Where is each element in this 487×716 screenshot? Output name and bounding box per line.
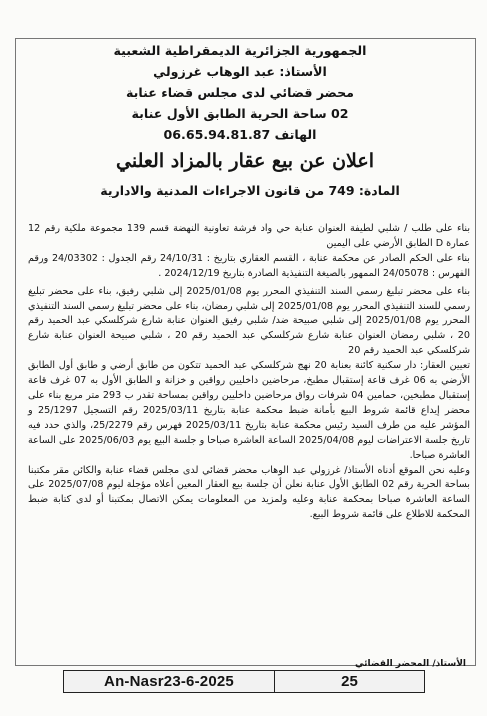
office-phone: الهاتف 06.65.94.81.87 (163, 127, 317, 142)
signature-line: الأستاذ/ المحضر القضائي (355, 659, 466, 669)
bailiff-title: محضر قضائي لدى مجلس قضاء عنابة (126, 85, 354, 100)
property-description-paragraph: تعيين العقار: دار سكنية كائنة بعنابة 20 نهج شركلسكي عبد الحميد تتكون من طابق أرضي و طابق أول الطابق الأرضي به 06 غرف قاعة إستقبال مطبخ، مرحاضين داخليين رواقين و خزانة و الطابق الأول به 07 غرف قاعة إستقبال مطبخين، حمامين 04 شرفات رواق مرحاضين داخليين رواقين بمساحة تقدر ب 293 متر مربع بناء على محضر إيداع قائمة شروط البيع بأمانة ضبط محكمة عنابة بتاريخ 2025/03/11 رقم التسجيل 25/1297 و المؤشر عليه من طرف السيد رئيس محكمة عنابة بتاريخ 2025/03/11 فهرس رقم 25/2279، والذي حدد فيه تاريخ جلسة الاعتراضات ليوم 2025/04/08 الساعة العاشرة صباحا و جلسة البيع يوم 2025/06/03 على الساعة العاشرة صباحا. (28, 360, 471, 461)
office-address: 02 ساحة الحرية الطابق الأول عنابة (131, 106, 349, 121)
notice-title: اعلان عن بيع عقار بالمزاد العلني (116, 150, 374, 172)
notice-body (28, 222, 470, 523)
notice-subtitle: المادة: 749 من قانون الاجراءات المدنية والادارية (100, 183, 400, 198)
republic-name: الجمهورية الجزائرية الديمقراطية الشعبية (113, 43, 367, 58)
requester-paragraph: بناء على طلب / شلبي لطيفة العنوان عنابة حي واد فرشة تعاونية النهضة قسم 139 مجموعة ملكية رقم 12 عمارة D الطابق الأرضي على اليمين (28, 223, 470, 249)
postponement-paragraph: وعليه نحن الموقع أدناه الأستاذ/ غرزولي عبد الوهاب محضر قضائي لدى مجلس قضاء عنابة والكائن مقر مكتبنا بساحة الحرية رقم 02 الطابق الأول عنابة نعلن أن جلسة بيع العقار المعين أعلاه مؤجلة ليوم 2025/07/08 على الساعة العاشرة صباحا بمحكمة عنابة وعليه ولمزيد من المعلومات يمكن الاتصال بمكتبنا أو لدى كتابة ضبط المحكمة للاطلاع على قائمة شروط البيع. (28, 464, 470, 521)
page-number: 25 (341, 673, 358, 690)
bailiff-name: الأستاذ: عبد الوهاب غرزولي (153, 64, 327, 79)
publication-date: An-Nasr23-6-2025 (64, 671, 275, 692)
footer-bar (63, 670, 425, 693)
notification-paragraph: بناء على محضر تبليغ رسمي السند التنفيذي المحرر يوم 2025/01/08 إلى شلبي رفيق، بناء على محضر تبليغ رسمي للسند التنفيذي المحرر يوم 2025/01/08 إلى شلبي رمضان، بناء على محضر تبليغ رسمي السند التنفيذي المحرر يوم 2025/01/08 إلى شلبي صبيحة ضد/ شلبي رفيق العنوان عنابة شارع شركلسكي عبد الحميد رقم 20 ، شلبي رمضان العنوان عنابة شارع شركلسكي عبد الحميد رقم 20 ، شلبي صبيحة العنوان عنابة شارع شركلسكي عبد الحميد رقم 20 (28, 285, 470, 357)
judgment-paragraph: بناء على الحكم الصادر عن محكمة عنابة ، القسم العقاري بتاريخ : 24/10/31 رقم الجدول : 24/03302 ورقم الفهرس : 24/05078 الممهور بالصيغة التنفيذية الصادرة بتاريخ 2024/12/19 . (28, 252, 470, 279)
